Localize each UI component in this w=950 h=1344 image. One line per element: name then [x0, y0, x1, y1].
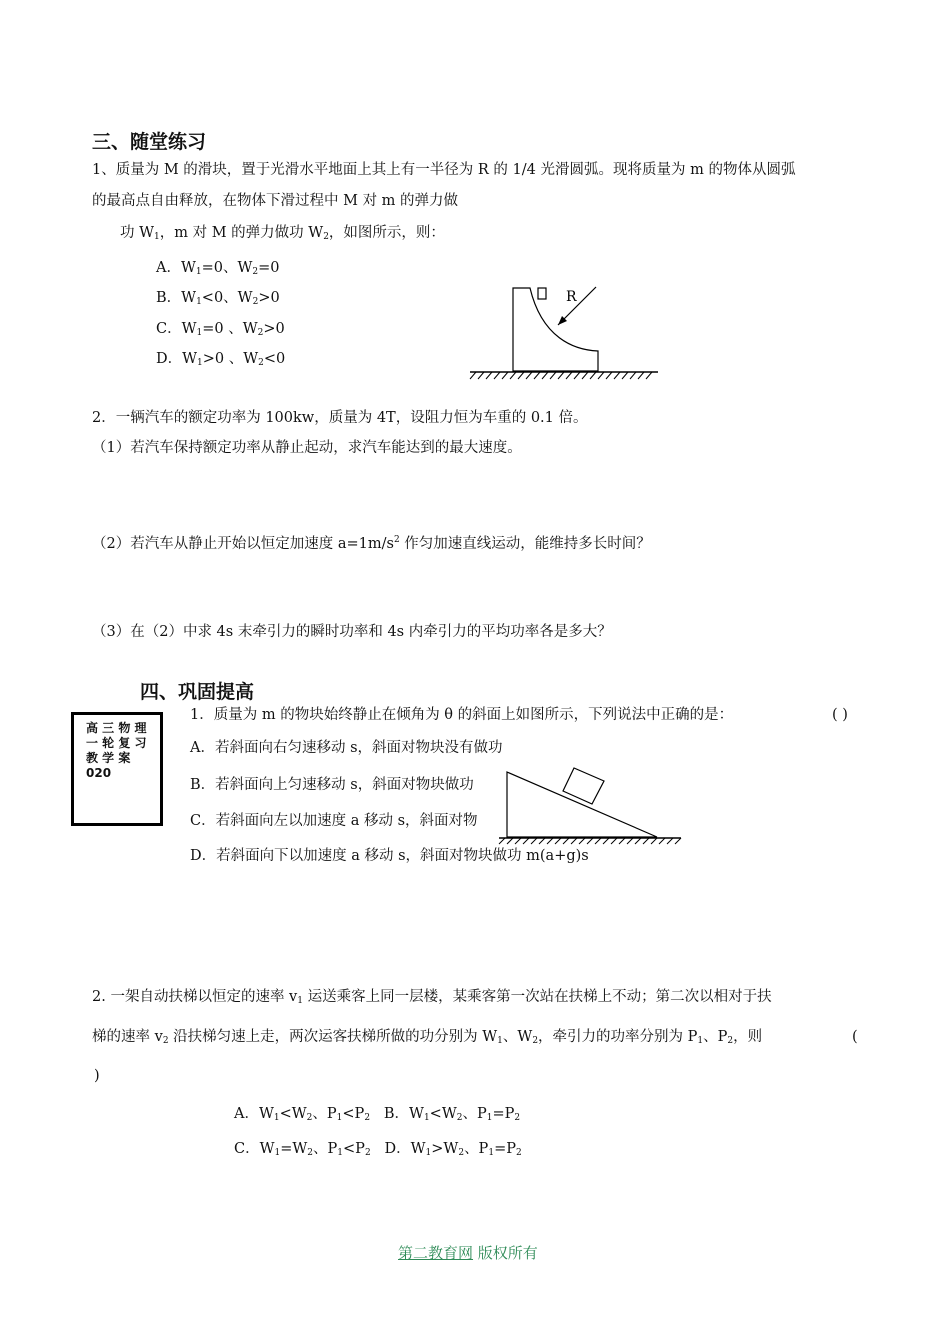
- s4-q2-options-row1: A．$W_1<W_2$、$P_1<P_2$ B．$W_1<W_2$、$P_1=P_2$: [234, 1106, 521, 1123]
- small-block: [538, 288, 546, 299]
- radius-label: R: [566, 289, 577, 305]
- section-3-title: 三、随堂练习: [92, 131, 207, 153]
- q1-option-d: D．$W_1>0$ 、$W_2<0$: [156, 351, 286, 368]
- section-4-title: 四、巩固提高: [140, 681, 255, 703]
- side-box-line-1: 高 三 物 理: [86, 721, 147, 735]
- s4-q2-line2: 梯的速率 $v_2$ 沿扶梯匀速上走，两次运客扶梯所做的功分别为 $W_1$、$W_2$，牵引力的功率分别为 $P_1$、$P_2$，则: [92, 1029, 763, 1046]
- s4-q2-line1: 2. 一架自动扶梯以恒定的速率 $v_1$ 运送乘客上同一层楼，某乘客第一次站在扶梯上不动；第二次以相对于扶: [92, 989, 772, 1006]
- q1-line1: 1、质量为 M 的滑块，置于光滑水平地面上其上有一半径为 R 的 1/4 光滑圆弧。现将质量为 m 的物体从圆弧: [92, 162, 796, 178]
- footer-link[interactable]: 第二教育网: [398, 1244, 474, 1262]
- q2-line1: 2．一辆汽车的额定功率为 100kw，质量为 4T，设阻力恒为车重的 0.1 倍。: [92, 410, 588, 426]
- q2-part2: （2）若汽车从静止开始以恒定加速度 $a=1m/s^2$ 作匀加速直线运动，能维持多长时间？: [92, 535, 651, 552]
- footer-copyright: 版权所有: [473, 1244, 538, 1262]
- s4-q1-stem: 1．质量为 m 的物块始终静止在倾角为 θ 的斜面上如图所示，下列说法中正确的是：: [190, 707, 734, 723]
- q2-part1: （1）若汽车保持额定功率从静止起动，求汽车能达到的最大速度。: [92, 440, 522, 456]
- q1-option-c: C．$W_1=0$ 、$W_2>0$: [156, 321, 285, 338]
- q1-line3: 功 $W_1$，m 对 M 的弹力做功 $W_2$，如图所示，则：: [120, 225, 445, 242]
- s4-q1-option-a: A．若斜面向右匀速移动 s，斜面对物块没有做功: [190, 740, 503, 756]
- s4-q1-option-c: C．若斜面向左以加速度 a 移动 s，斜面对物: [190, 813, 478, 829]
- s4-q1-option-d: D．若斜面向下以加速度 a 移动 s，斜面对物块做功 m(a+g)s: [190, 848, 589, 864]
- side-info-box: [71, 712, 163, 826]
- quarter-arc-figure: [462, 280, 662, 382]
- side-box-line-4: 020: [86, 766, 112, 780]
- s4-q2-options-row2: C．$W_1=W_2$、$P_1<P_2$ D．$W_1>W_2$、$P_1=P_2$: [234, 1141, 522, 1158]
- q1-line2: 的最高点自由释放，在物体下滑过程中 M 对 m 的弹力做: [92, 193, 459, 209]
- q1-option-b: B．$W_1<0$、$W_2>0$: [156, 290, 280, 307]
- incline-figure: [495, 760, 685, 850]
- footer: [398, 1242, 538, 1263]
- s4-q2-bracket-open: (: [852, 1029, 858, 1045]
- s4-q1-option-b: B．若斜面向上匀速移动 s，斜面对物块做功: [190, 777, 474, 793]
- q1-option-a: A．$W_1=0$、$W_2=0$: [156, 260, 280, 277]
- side-box-line-2: 一 轮 复 习: [86, 736, 147, 750]
- q2-part3: （3）在（2）中求 4s 末牵引力的瞬时功率和 4s 内牵引力的平均功率各是多大？: [92, 624, 612, 640]
- s4-q1-bracket: ( ): [832, 707, 848, 723]
- side-box-line-3: 教 学 案: [86, 751, 131, 765]
- s4-q2-bracket-close: ): [94, 1068, 100, 1084]
